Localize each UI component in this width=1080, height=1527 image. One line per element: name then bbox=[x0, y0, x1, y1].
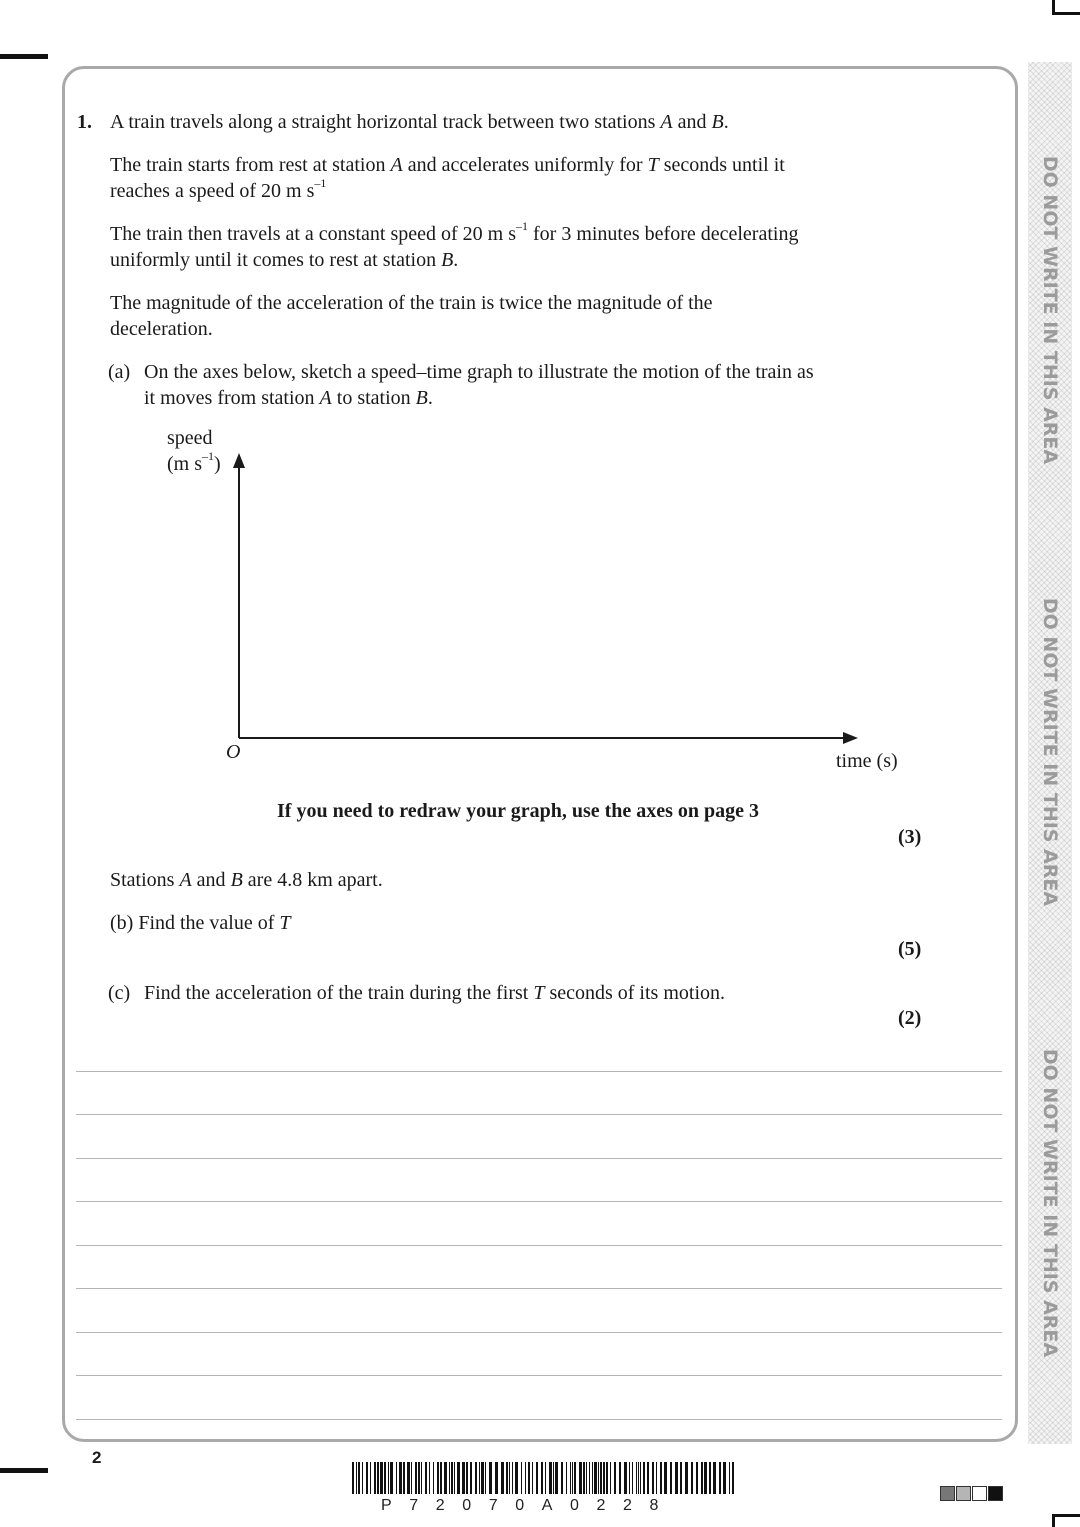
barcode-bar bbox=[555, 1462, 558, 1494]
answer-line[interactable] bbox=[76, 1201, 1002, 1202]
barcode-bar bbox=[536, 1462, 538, 1494]
barcode-bar bbox=[732, 1462, 734, 1494]
barcode-bar bbox=[475, 1462, 477, 1494]
barcode-bar bbox=[586, 1462, 587, 1494]
answer-line[interactable] bbox=[76, 1158, 1002, 1159]
barcode-bar bbox=[358, 1462, 360, 1494]
paragraph-3-line-2: deceleration. bbox=[110, 318, 213, 340]
barcode-bar bbox=[489, 1462, 492, 1494]
square-light-grey bbox=[956, 1486, 971, 1501]
crop-mark bbox=[0, 1468, 48, 1473]
barcode-bar bbox=[640, 1462, 641, 1494]
paragraph-3-line-1: The magnitude of the acceleration of the train is twice the magnitude of the bbox=[110, 292, 713, 314]
barcode-bar bbox=[561, 1462, 563, 1494]
barcode-bar bbox=[614, 1462, 616, 1494]
barcode-bar bbox=[362, 1462, 363, 1494]
barcode-bar bbox=[479, 1462, 480, 1494]
barcode-bar bbox=[485, 1462, 486, 1494]
square-white bbox=[972, 1486, 987, 1501]
barcode-bar bbox=[691, 1462, 693, 1494]
barcode-bar bbox=[444, 1462, 447, 1494]
y-axis-arrow bbox=[233, 453, 245, 468]
barcode-bar bbox=[525, 1462, 526, 1494]
square-dark-grey bbox=[940, 1486, 955, 1501]
question-intro: A train travels along a straight horizontal track between two stations A and B. bbox=[110, 111, 729, 133]
grey-scale-squares bbox=[940, 1486, 1003, 1501]
barcode-bar bbox=[377, 1462, 379, 1494]
barcode-bar bbox=[390, 1462, 393, 1494]
square-black bbox=[988, 1486, 1003, 1501]
barcode-bar bbox=[704, 1462, 707, 1494]
barcode-bar bbox=[403, 1462, 405, 1494]
barcode-bar bbox=[396, 1462, 397, 1494]
barcode-bar bbox=[680, 1462, 682, 1494]
barcode-bar bbox=[598, 1462, 599, 1494]
barcode-bar bbox=[629, 1462, 630, 1494]
barcode-text: P72070A0228 bbox=[381, 1497, 677, 1514]
barcode-bar bbox=[411, 1462, 412, 1494]
barcode-bar bbox=[374, 1462, 376, 1494]
barcode-bar bbox=[583, 1462, 585, 1494]
crop-mark bbox=[0, 54, 48, 59]
barcode-bar bbox=[696, 1462, 698, 1494]
barcode-bar bbox=[638, 1462, 639, 1494]
barcode-bar bbox=[603, 1462, 605, 1494]
crop-mark bbox=[1052, 12, 1080, 15]
paragraph-1-line-2: reaches a speed of 20 m $s^{-1}$ bbox=[110, 176, 327, 202]
barcode-bar bbox=[437, 1462, 439, 1494]
y-axis-label-line-1: speed bbox=[167, 427, 213, 449]
barcode-bar bbox=[509, 1462, 510, 1494]
barcode-bar bbox=[370, 1462, 371, 1494]
barcode-bar bbox=[570, 1462, 571, 1494]
barcode-bar bbox=[729, 1462, 730, 1494]
answer-line[interactable] bbox=[76, 1288, 1002, 1289]
barcode-bar bbox=[553, 1462, 554, 1494]
barcode-bar bbox=[457, 1462, 460, 1494]
barcode-bar bbox=[594, 1462, 597, 1494]
barcode-bar bbox=[675, 1462, 678, 1494]
stations-distance: Stations A and B are 4.8 km apart. bbox=[110, 869, 383, 891]
barcode-bar bbox=[388, 1462, 389, 1494]
barcode-bar bbox=[462, 1462, 465, 1494]
barcode-bar bbox=[512, 1462, 513, 1494]
barcode-bar bbox=[501, 1462, 504, 1494]
barcode-bar bbox=[589, 1462, 590, 1494]
barcode-bar bbox=[636, 1462, 637, 1494]
barcode-bar bbox=[421, 1462, 422, 1494]
barcode-bar bbox=[709, 1462, 711, 1494]
barcode-bar bbox=[670, 1462, 672, 1494]
y-axis-label-line-2: (m $s^{-1}$) bbox=[167, 449, 221, 475]
barcode-bar bbox=[632, 1462, 633, 1494]
barcode-bar bbox=[366, 1462, 368, 1494]
barcode-bar bbox=[454, 1462, 455, 1494]
barcode-bar bbox=[470, 1462, 472, 1494]
part-b: (b) Find the value of T bbox=[110, 912, 291, 934]
barcode-bar bbox=[407, 1462, 410, 1494]
mark-c: (2) bbox=[898, 1007, 922, 1029]
barcode-bar bbox=[549, 1462, 552, 1494]
barcode-bar bbox=[545, 1462, 546, 1494]
answer-line[interactable] bbox=[76, 1332, 1002, 1333]
barcode-bar bbox=[713, 1462, 716, 1494]
page-number: 2 bbox=[92, 1448, 102, 1467]
barcode-bar bbox=[481, 1462, 484, 1494]
part-a-line-2: it moves from station A to station B. bbox=[144, 387, 433, 409]
crop-mark bbox=[1052, 1514, 1080, 1517]
barcode-bar bbox=[723, 1462, 726, 1494]
barcode-bar bbox=[384, 1462, 386, 1494]
speed-time-axes[interactable] bbox=[226, 448, 866, 748]
answer-line[interactable] bbox=[76, 1419, 1002, 1420]
answer-line[interactable] bbox=[76, 1071, 1002, 1072]
paragraph-2-line-2: uniformly until it comes to rest at station B. bbox=[110, 249, 459, 271]
mark-b: (5) bbox=[898, 938, 922, 960]
barcode-bar bbox=[566, 1462, 567, 1494]
barcode-bar bbox=[352, 1462, 354, 1494]
barcode-bar bbox=[466, 1462, 468, 1494]
barcode-bar bbox=[701, 1462, 703, 1494]
part-a-label: (a) bbox=[108, 361, 131, 383]
question-number: 1. bbox=[77, 111, 92, 133]
barcode-bar bbox=[643, 1462, 645, 1494]
barcode-bar bbox=[415, 1462, 417, 1494]
barcode-bar bbox=[592, 1462, 593, 1494]
barcode-bar bbox=[528, 1462, 530, 1494]
barcode-bar bbox=[660, 1462, 662, 1494]
barcode-bar bbox=[647, 1462, 649, 1494]
barcode-bar bbox=[572, 1462, 573, 1494]
barcode-bar bbox=[619, 1462, 621, 1494]
x-axis-arrow bbox=[843, 732, 858, 744]
barcode-bar bbox=[574, 1462, 576, 1494]
barcode-bar bbox=[429, 1462, 430, 1494]
answer-line[interactable] bbox=[76, 1375, 1002, 1376]
barcode-bar bbox=[506, 1462, 508, 1494]
barcode-bar bbox=[380, 1462, 383, 1494]
barcode-bar bbox=[495, 1462, 498, 1494]
crop-mark bbox=[1052, 1514, 1055, 1527]
x-axis-label: time (s) bbox=[836, 750, 898, 772]
answer-line[interactable] bbox=[76, 1114, 1002, 1115]
barcode-bar bbox=[356, 1462, 357, 1494]
barcode-bar bbox=[433, 1462, 434, 1494]
barcode-bar bbox=[600, 1462, 602, 1494]
barcode-bar bbox=[440, 1462, 442, 1494]
barcode-bar bbox=[515, 1462, 518, 1494]
barcode-bar bbox=[521, 1462, 522, 1494]
paragraph-2-line-1: The train then travels at a constant speed of 20 m $s^{-1}$ for 3 minutes before decelerating bbox=[110, 219, 799, 245]
barcode-bar bbox=[541, 1462, 543, 1494]
barcode-bar bbox=[418, 1462, 420, 1494]
barcode-bar bbox=[532, 1462, 533, 1494]
barcode-bar bbox=[685, 1462, 688, 1494]
barcode-bar bbox=[579, 1462, 582, 1494]
barcode-bar bbox=[664, 1462, 667, 1494]
origin-label: O bbox=[226, 741, 241, 763]
barcode-bar bbox=[656, 1462, 657, 1494]
barcode-bar bbox=[610, 1462, 611, 1494]
barcode-bar bbox=[606, 1462, 608, 1494]
barcode-bar bbox=[425, 1462, 427, 1494]
paragraph-1-line-1: The train starts from rest at station A and accelerates uniformly for T seconds until it bbox=[110, 154, 785, 176]
barcode-bar bbox=[449, 1462, 450, 1494]
part-c: Find the acceleration of the train during the first T seconds of its motion. bbox=[144, 982, 725, 1004]
barcode-bar bbox=[451, 1462, 453, 1494]
answer-line[interactable] bbox=[76, 1245, 1002, 1246]
barcode bbox=[352, 1462, 736, 1494]
barcode-bar bbox=[652, 1462, 654, 1494]
barcode-bar bbox=[399, 1462, 402, 1494]
barcode-bar bbox=[624, 1462, 627, 1494]
barcode-bar bbox=[719, 1462, 721, 1494]
part-a-line-1: On the axes below, sketch a speed–time graph to illustrate the motion of the train as bbox=[144, 361, 814, 383]
part-c-label: (c) bbox=[108, 982, 131, 1004]
mark-a: (3) bbox=[898, 826, 922, 848]
redraw-note: If you need to redraw your graph, use the axes on page 3 bbox=[277, 800, 760, 822]
